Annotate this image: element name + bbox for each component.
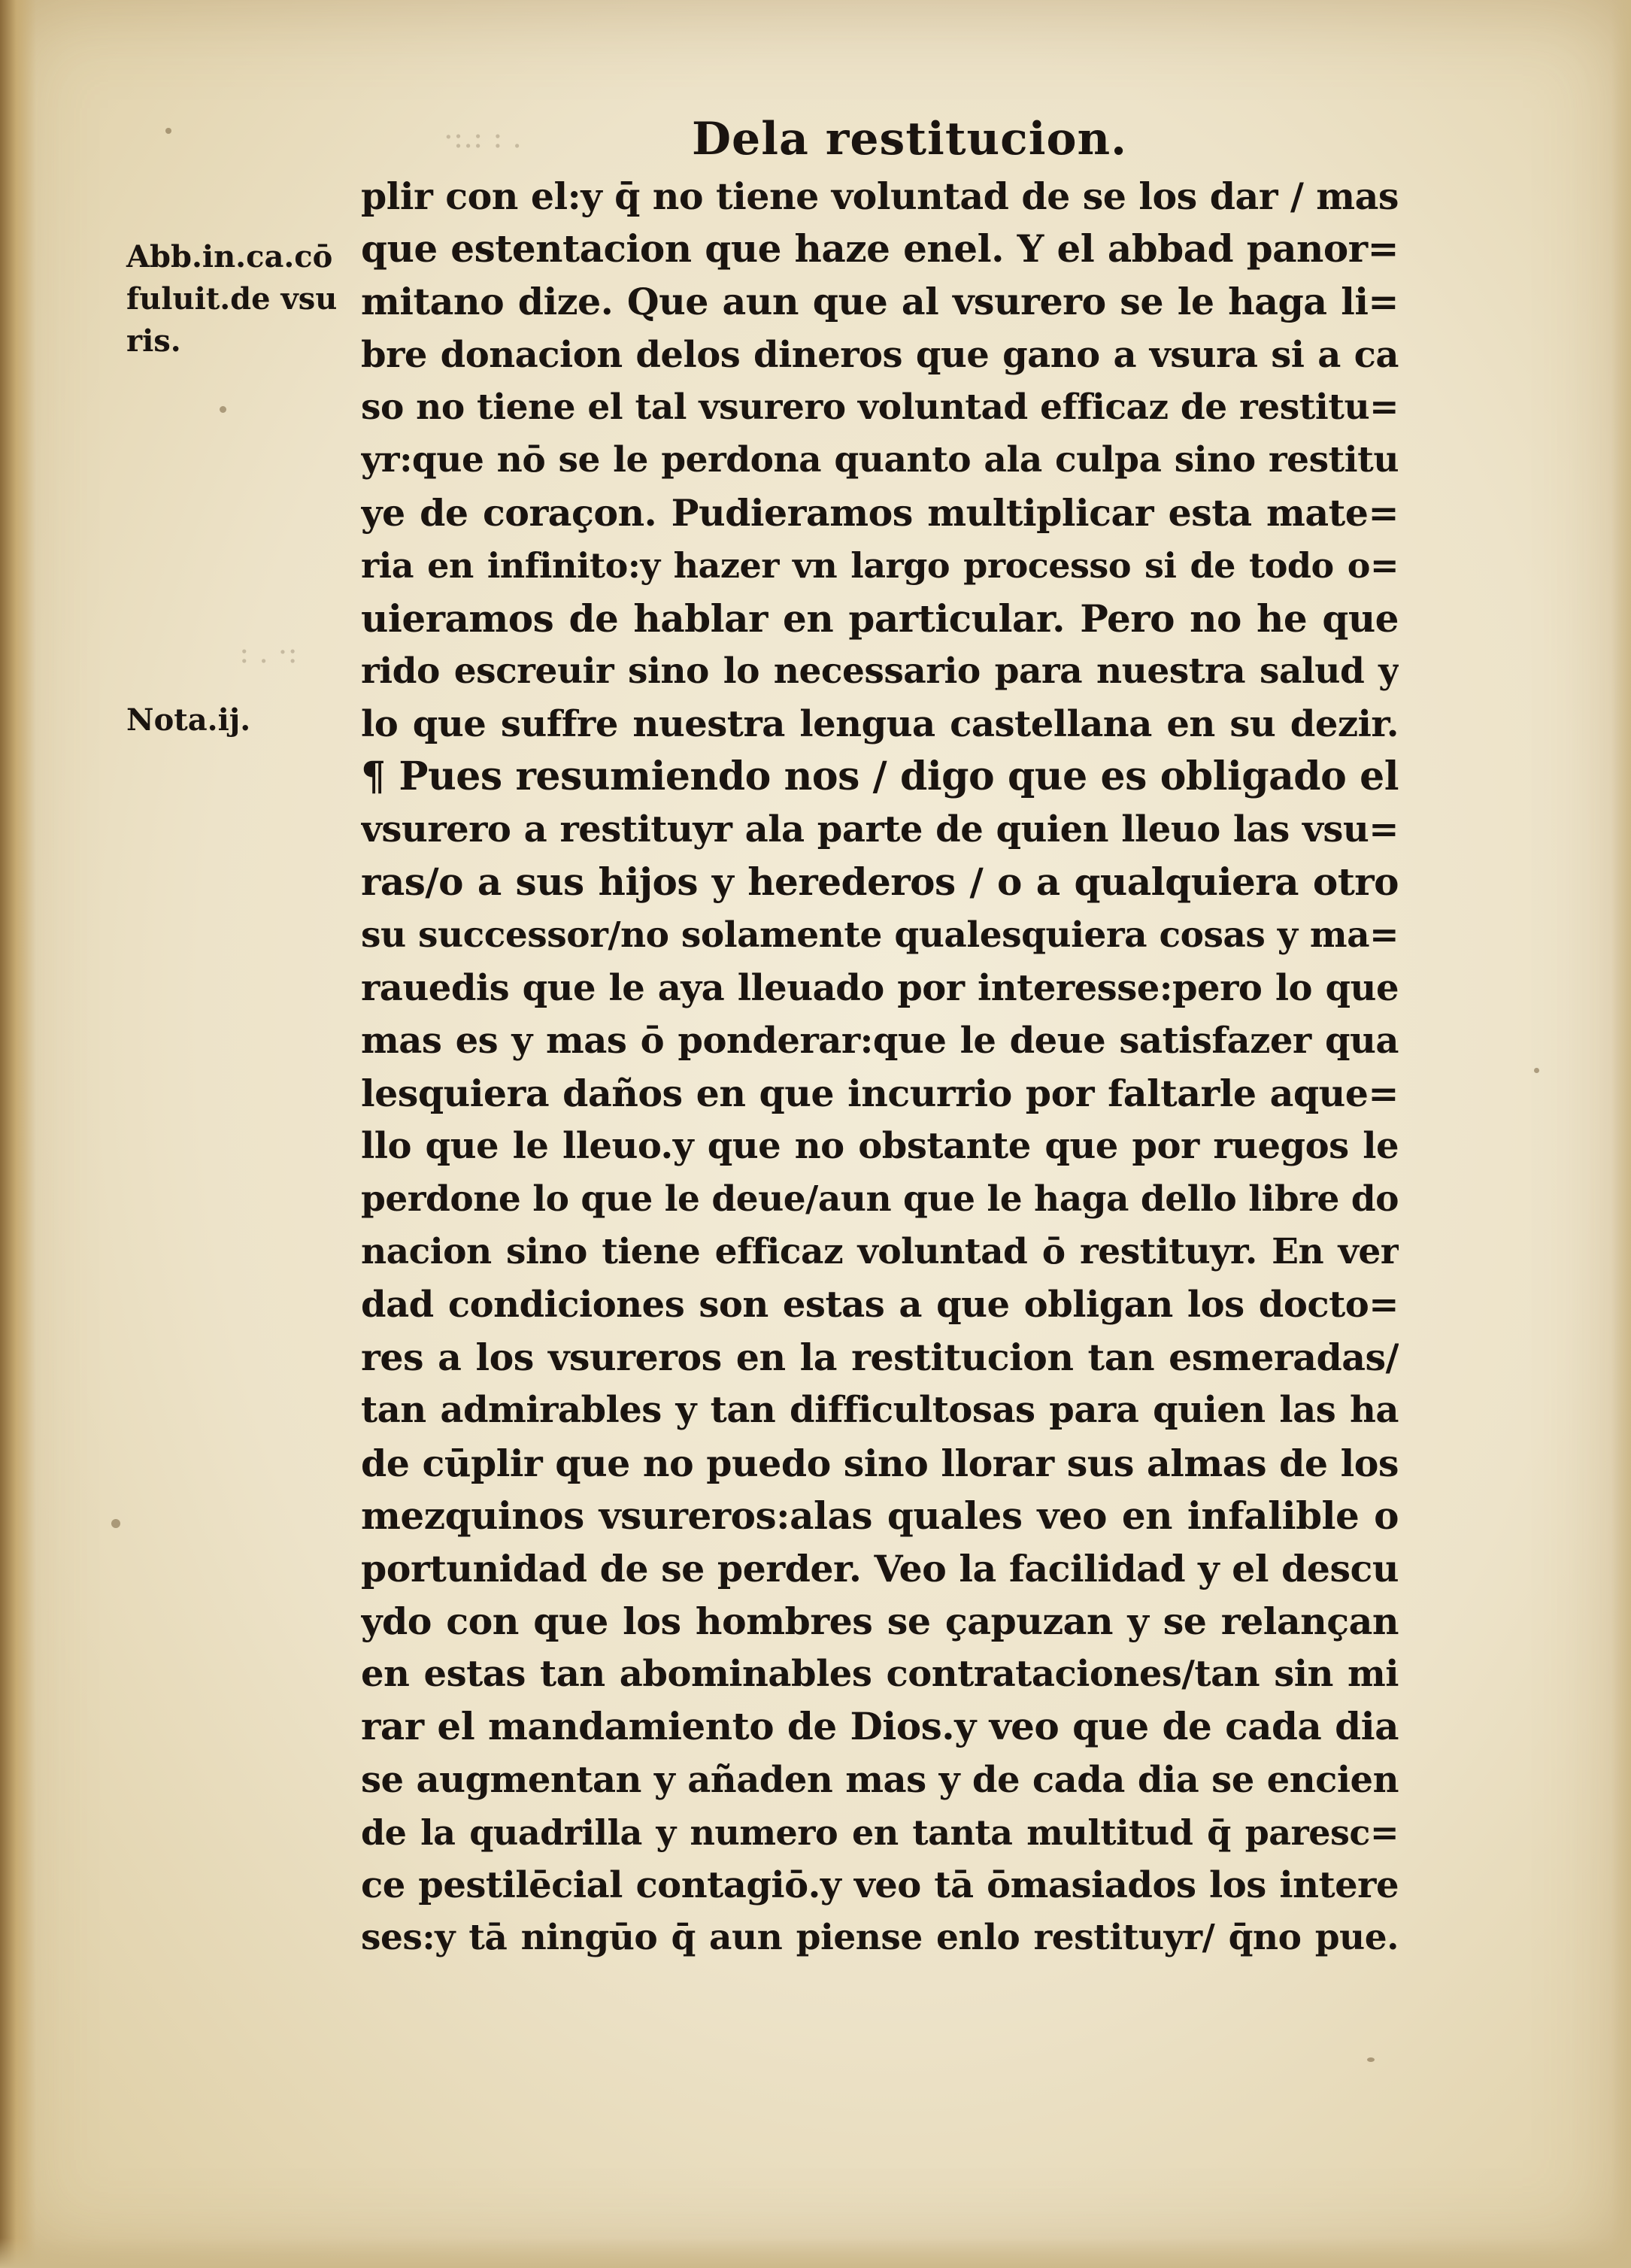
text-line: su successor/no solamente qualesquiera cosas y ma= bbox=[361, 914, 1399, 956]
margin-note-citation bbox=[126, 236, 337, 362]
margin-note-line: fuluit.de vsu bbox=[126, 281, 338, 317]
margin-note-line: Abb.in.ca.cō bbox=[126, 239, 333, 274]
text-line: perdone lo que le deue/aun que le haga dello libre do bbox=[361, 1178, 1399, 1220]
paper-fleck bbox=[111, 1519, 120, 1528]
text-line: ye de coraçon. Pudieramos multiplicar esta mate= bbox=[361, 491, 1399, 535]
text-line: de cūplir que no puedo sino llorar sus almas de los bbox=[361, 1441, 1399, 1485]
text-line: ¶ Pues resumiendo nos / digo que es obligado el bbox=[361, 753, 1399, 800]
paper-fleck bbox=[1367, 2057, 1375, 2062]
text-line: portunidad de se perder. Veo la facilidad y el descu bbox=[361, 1546, 1399, 1590]
margin-note-nota bbox=[126, 699, 250, 741]
text-line: yr:que nō se le perdona quanto ala culpa sino restitu bbox=[361, 438, 1399, 481]
text-line: nacion sino tiene efficaz voluntad ō restituyr. En ver bbox=[361, 1230, 1399, 1272]
text-line: vsurero a restituyr ala parte de quien lleuo las vsu= bbox=[361, 808, 1399, 851]
body-text-block bbox=[361, 170, 1399, 1964]
text-line: mezquinos vsureros:alas quales veo en infalible o bbox=[361, 1493, 1399, 1538]
text-line: mas es y mas ō ponderar:que le deue satisfazer qua bbox=[361, 1020, 1399, 1062]
text-line: so no tiene el tal vsurero voluntad efficaz de restitu= bbox=[361, 386, 1399, 428]
paper-fleck bbox=[220, 406, 226, 413]
text-line: dad condiciones son estas a que obligan los docto= bbox=[361, 1283, 1399, 1326]
text-line: se augmentan y añaden mas y de cada dia se encien bbox=[361, 1758, 1399, 1801]
text-line: ce pestilēcial contagiō.y veo tā ōmasiados los intere bbox=[361, 1864, 1399, 1906]
paper-fleck bbox=[1534, 1068, 1539, 1073]
text-line: uieramos de hablar en particular. Pero no he que bbox=[361, 596, 1399, 641]
page-gutter-shadow bbox=[0, 0, 36, 2268]
show-through-mark: ·:.: : . bbox=[444, 120, 523, 155]
show-through-mark: : . ·: bbox=[239, 635, 298, 670]
text-line: ras/o a sus hijos y herederos / o a qualquiera otro bbox=[361, 860, 1399, 905]
text-line: rar el mandamiento de Dios.y veo que de cada dia bbox=[361, 1704, 1399, 1749]
paper-fleck bbox=[165, 128, 171, 134]
text-line: plir con el:y q̄ no tiene voluntad de se los dar / mas bbox=[361, 174, 1399, 218]
text-line: ses:y tā ningūo q̄ aun piense enlo restituyr/ q̄no pue. bbox=[361, 1917, 1399, 1959]
text-line: llo que le lleuo.y que no obstante que por ruegos le bbox=[361, 1125, 1399, 1168]
text-line: res a los vsureros en la restitucion tan esmeradas/ bbox=[361, 1336, 1399, 1380]
text-line: rido escreuir sino lo necessario para nuestra salud y bbox=[361, 650, 1399, 692]
text-line: de la quadrilla y numero en tanta multitud q̄ paresc= bbox=[361, 1812, 1399, 1853]
text-line: tan admirables y tan difficultosas para quien las ha bbox=[361, 1389, 1399, 1432]
page-bottom-edge bbox=[0, 2238, 1631, 2268]
text-line: rauedis que le aya lleuado por interesse:pero lo que bbox=[361, 966, 1399, 1009]
margin-note-line: Nota.ij. bbox=[126, 702, 251, 738]
text-line: bre donacion delos dineros que gano a vsura si a ca bbox=[361, 333, 1399, 376]
text-line: que estentacion que haze enel. Y el abbad panor= bbox=[361, 226, 1399, 271]
text-line: ria en infinito:y hazer vn largo processo si de todo o= bbox=[361, 545, 1399, 587]
text-line: lesquiera daños en que incurrio por faltarle aque= bbox=[361, 1072, 1399, 1116]
text-line: en estas tan abominables contrataciones/tan sin mi bbox=[361, 1653, 1399, 1696]
margin-note-line: ris. bbox=[126, 323, 181, 359]
text-line: lo que suffre nuestra lengua castellana en su dezir. bbox=[361, 702, 1399, 745]
text-line: ydo con que los hombres se çapuzan y se relançan bbox=[361, 1599, 1399, 1644]
running-head: Dela restitucion. bbox=[692, 113, 1128, 165]
text-line: mitano dize. Que aun que al vsurero se le haga li= bbox=[361, 280, 1399, 324]
page-right-edge bbox=[1611, 0, 1631, 2268]
